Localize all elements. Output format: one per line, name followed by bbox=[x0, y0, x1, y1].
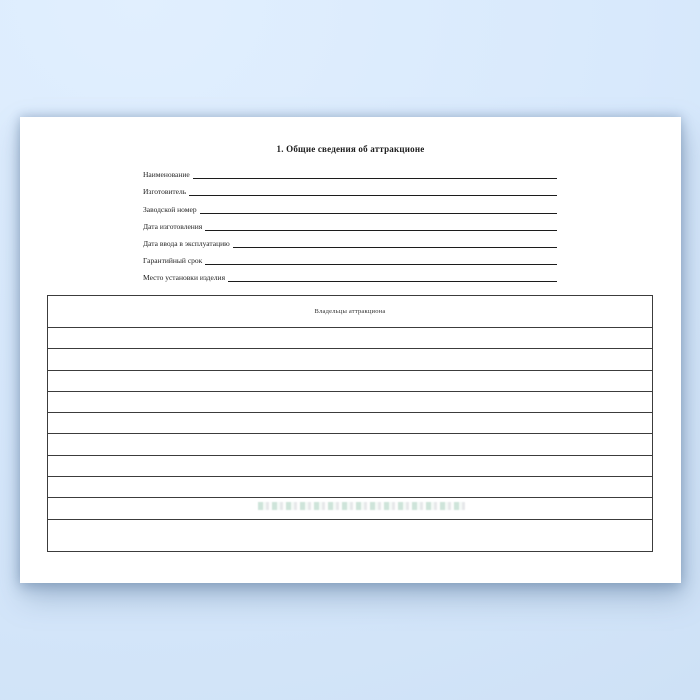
table-row bbox=[48, 498, 652, 519]
field-fill-line bbox=[233, 247, 557, 248]
table-row bbox=[48, 349, 652, 370]
owners-table-body bbox=[48, 328, 652, 541]
table-row bbox=[48, 371, 652, 392]
table-row bbox=[48, 328, 652, 349]
field-row bbox=[143, 265, 557, 282]
table-row bbox=[48, 392, 652, 413]
document-page bbox=[20, 117, 681, 583]
owners-table bbox=[47, 295, 653, 552]
field-fill-line bbox=[205, 230, 557, 231]
field-label: Гарантийный срок bbox=[143, 256, 203, 266]
table-row bbox=[48, 456, 652, 477]
field-fill-line bbox=[200, 213, 557, 214]
page-title: 1. Общие сведения об аттракционе bbox=[276, 144, 425, 154]
table-row bbox=[48, 434, 652, 455]
field-label: Заводской номер bbox=[143, 204, 197, 214]
table-row bbox=[48, 413, 652, 434]
field-fill-line bbox=[228, 281, 557, 282]
field-fill-line bbox=[205, 264, 557, 265]
owners-table-header: Владельцы аттракциона bbox=[48, 296, 652, 328]
field-row bbox=[143, 231, 557, 248]
field-label: Дата изготовления bbox=[143, 221, 203, 231]
field-fill-line bbox=[193, 178, 557, 179]
field-fill-line bbox=[189, 195, 557, 196]
field-row bbox=[143, 196, 557, 213]
field-row bbox=[143, 162, 557, 179]
field-row bbox=[143, 179, 557, 196]
table-row bbox=[48, 477, 652, 498]
form-fields bbox=[143, 162, 557, 282]
field-row bbox=[143, 248, 557, 265]
field-label: Изготовитель bbox=[143, 187, 187, 197]
field-label: Дата ввода в эксплуатацию bbox=[143, 238, 230, 248]
field-row bbox=[143, 214, 557, 231]
field-label: Место установки изделия bbox=[143, 273, 226, 283]
table-row bbox=[48, 520, 652, 541]
field-label: Наименование bbox=[143, 170, 190, 180]
